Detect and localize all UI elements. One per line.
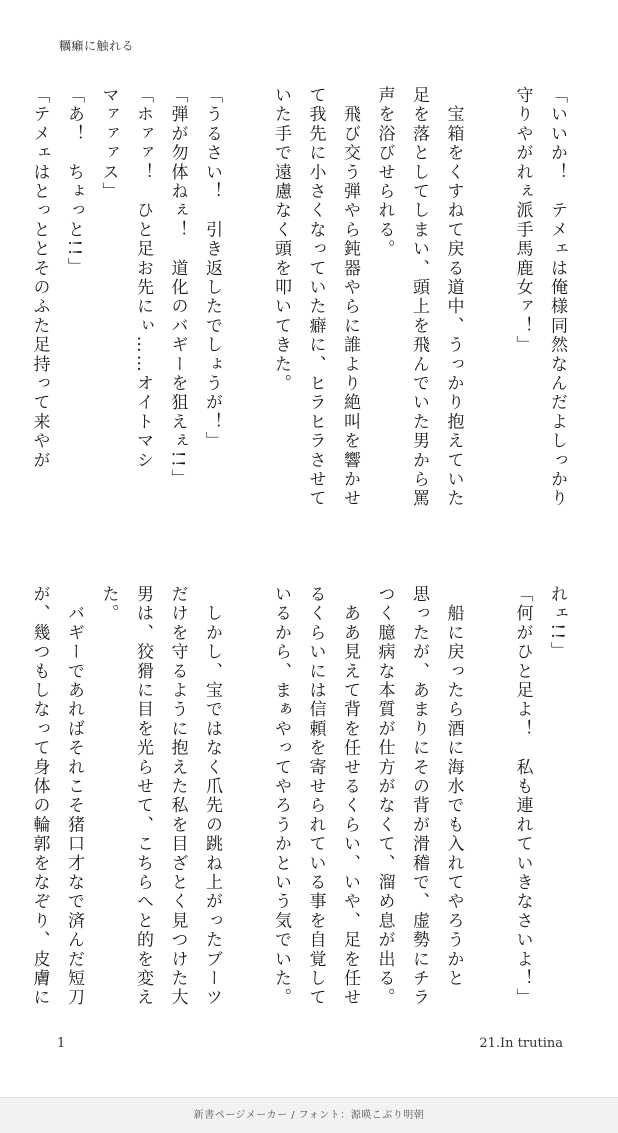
page-number: 1 [57,1036,66,1051]
text-block-upper: 「いいか！ テメェは俺様同然なんだよしっかり 守りやがれぇ派手馬鹿女ァ！」 宝箱をくすねて戻る道中、うっかり抱えていた 足を落としてしまい、頭上を飛んでいた男から罵 声を浴びせられる。 飛び交う弾やら鈍器やらに誰より絶叫を響かせ て我先に小さくなっていた癖に、ヒラヒラさせて いた手で遠慮なく頭を叩いてきた。 「うるさい！ 引き返したでしょうが！」 「弾が勿体ねぇ！ 道化のバギーを狙えぇ!!」 「ホァァ！ ひと足お先にぃ……オイトマシ マァァァス」 「あ！ ちょっと!!」 「テメェはとっととそのふた足持って来やが [29,86,567,509]
generator-credit: 新書ページメーカー / フォント：源暎こぶり明朝 [193,1110,425,1121]
chapter-label: 21.In trutina [479,1036,563,1051]
running-header-title: 糲癩に触れる [59,39,135,53]
text-block-lower: れェ!!」 「何がひと足よ！ 私も連れていきなさいよ！」 船に戻ったら酒に海水でも入れてやろうかと 思ったが、あまりにその背が滑稽で、虚勢にチラ つく臆病な本質が仕方がなくて、溜め息が出る。 ああ見えて背を任せるくらい、いや、足を任せ るくらいには信頼を寄せられている事を自覚して いるから、まぁやってやろうかという気でいた。 しかし、宝ではなく爪先の跳ね上がったブーツ だけを守るように抱えた私を目ざとく見つけた大 男は、狡猾に目を光らせて、こちらへと的を変え た。 バギーであればそれこそ猪口才なで済んだ短刀 が、幾つもしなって身体の輪郭をなぞり、皮膚に [29,585,567,1008]
